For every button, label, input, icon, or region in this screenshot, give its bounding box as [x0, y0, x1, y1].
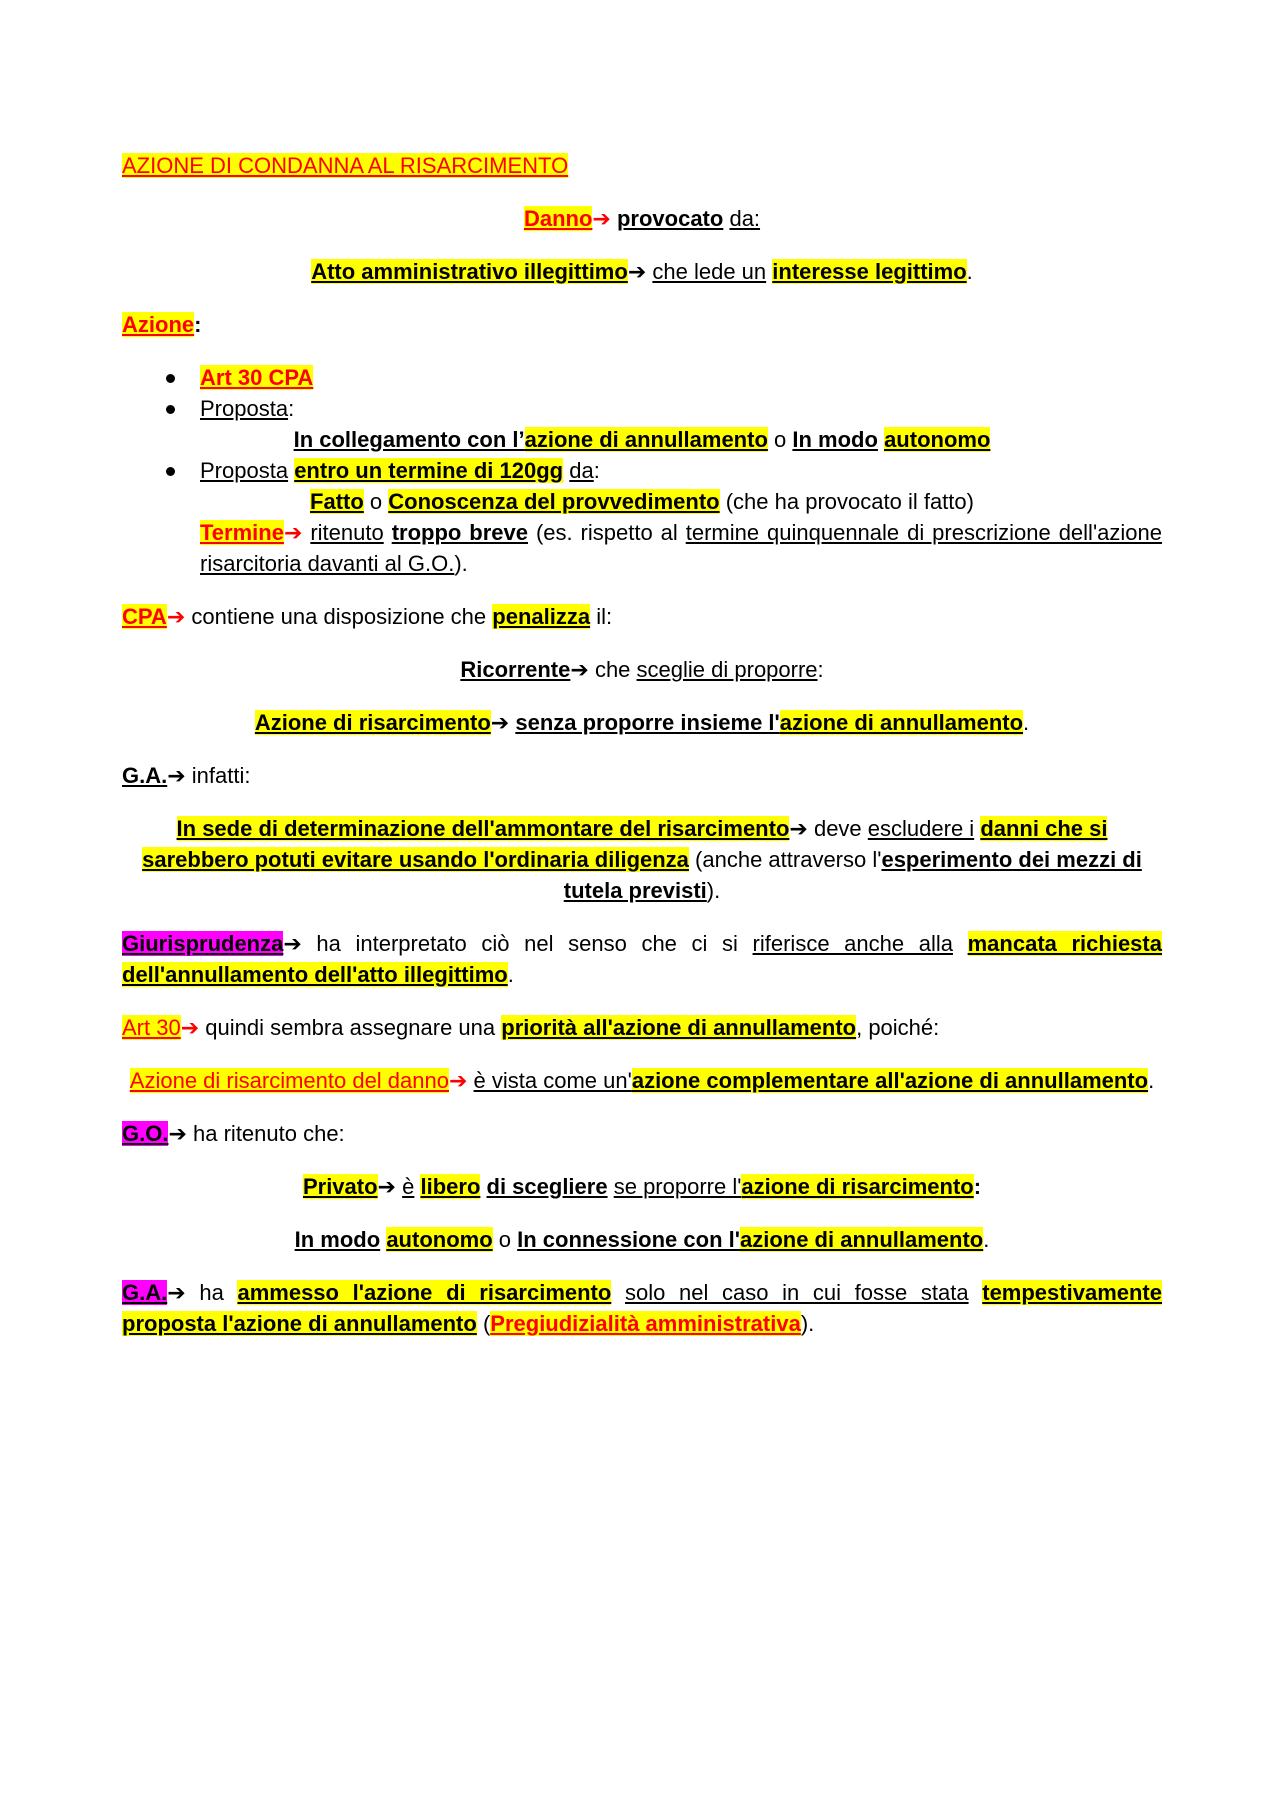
ga-term: G.A. — [122, 1280, 168, 1305]
ricorrente-line — [122, 654, 1162, 685]
or-text: o — [774, 427, 787, 452]
period-text: . — [507, 962, 514, 987]
close-paren: ). — [706, 878, 721, 903]
colon-text: : — [973, 1174, 982, 1199]
fatto-note: (che ha provocato il fatto) — [725, 489, 974, 514]
arrow-icon: ➔ — [283, 931, 302, 956]
in-modo-text: In modo — [294, 1227, 381, 1252]
termine-label: Termine — [200, 520, 284, 545]
arrow-icon: ➔ — [570, 657, 589, 682]
azione-bullet-list — [122, 362, 1162, 579]
senza-text: senza proporre insieme l' — [515, 710, 780, 735]
contiene-text: contiene una disposizione che — [191, 604, 487, 629]
period-text: . — [1023, 710, 1030, 735]
termine-120gg-term: entro un termine di 120gg — [294, 458, 564, 483]
tempestivamente-term: tempestivamente proposta l'azione di annullamento — [122, 1280, 1162, 1336]
danni-term: danni che si sarebbero potuti evitare usando l'ordinaria diligenza — [142, 816, 1108, 872]
deve-text: deve — [813, 816, 862, 841]
in-modo-text: In modo — [792, 427, 878, 452]
period-text: . — [983, 1227, 990, 1252]
azione-colon: : — [194, 312, 202, 337]
ammesso-term: ammesso l'azione di risarcimento — [237, 1280, 612, 1305]
arrow-icon: ➔ — [627, 259, 647, 284]
escludere-text: escludere i — [867, 816, 975, 841]
conoscenza-term: Conoscenza del provvedimento — [388, 489, 720, 514]
vista-text: è vista come un' — [473, 1068, 632, 1093]
art30cpa-term: Art 30 CPA — [200, 365, 314, 390]
ga-final-block — [122, 1277, 1162, 1339]
azione-risarcimento-line — [122, 707, 1162, 738]
arrow-icon: ➔ — [168, 1121, 187, 1146]
quinquennale-text: termine quinquennale di prescrizione dell'azione risarcitoria davanti al G.O. — [200, 520, 1162, 576]
list-item — [200, 362, 1162, 393]
cpa-term: CPA — [122, 604, 167, 629]
fatto-line — [122, 486, 1162, 517]
arrow-icon: ➔ — [180, 1015, 200, 1040]
document-title: AZIONE DI CONDANNA AL RISARCIMENTO — [122, 153, 569, 178]
list-item — [200, 455, 1162, 579]
atto-term: Atto amministrativo illegittimo — [311, 259, 628, 284]
esperimento-term: esperimento dei mezzi di tutela previsti — [563, 847, 1142, 903]
interpretato-text: ha interpretato ciò nel senso che ci si — [316, 931, 738, 956]
che-text: che — [594, 657, 631, 682]
sede-block — [122, 813, 1162, 906]
collegamento-text: In collegamento con l’ — [293, 427, 525, 452]
period-text: . — [1148, 1068, 1155, 1093]
privato-line — [122, 1171, 1162, 1202]
arrow-icon: ➔ — [490, 710, 510, 735]
es-text: (es. rispetto al — [535, 520, 678, 545]
priorita-term: priorità all'azione di annullamento — [501, 1015, 857, 1040]
art30-line — [122, 1012, 1162, 1043]
arrow-icon: ➔ — [789, 816, 808, 841]
autonomo-term: autonomo — [386, 1227, 493, 1252]
arrow-icon: ➔ — [283, 520, 303, 545]
collegamento-line — [122, 424, 1162, 455]
ga-line — [122, 760, 1162, 791]
autonomo-term: autonomo — [884, 427, 991, 452]
quindi-text: quindi sembra assegnare una — [205, 1015, 496, 1040]
libero-term: libero — [420, 1174, 481, 1199]
lede-text: che lede un — [652, 259, 767, 284]
arrow-icon: ➔ — [592, 206, 611, 231]
proposta-colon: : — [288, 396, 295, 421]
arrow-icon: ➔ — [167, 1280, 186, 1305]
e-text: è — [402, 1174, 415, 1199]
or-text: o — [369, 489, 383, 514]
go-line — [122, 1118, 1162, 1149]
da-text: da: — [729, 206, 761, 231]
danno-term: Danno — [523, 206, 593, 231]
giurisprudenza-term: Giurisprudenza — [122, 931, 284, 956]
scegliere-text: di scegliere — [486, 1174, 608, 1199]
azione-danno-term: Azione di risarcimento del danno — [129, 1068, 449, 1093]
arrow-icon: ➔ — [167, 763, 186, 788]
proposta-label: Proposta — [200, 458, 289, 483]
poiche-text: , poiché: — [856, 1015, 940, 1040]
pregiudizialita-term: Pregiudizialità amministrativa — [490, 1311, 801, 1336]
cpa-line — [122, 601, 1162, 632]
danno-line — [122, 203, 1162, 234]
da-text: da — [569, 458, 594, 483]
mancata-term: mancata richiesta dell'annullamento dell'atto illegittimo — [122, 931, 1162, 987]
or-text: o — [498, 1227, 512, 1252]
list-item — [200, 393, 1162, 455]
ritenuto-text: ritenuto — [310, 520, 384, 545]
ga-term: G.A. — [122, 763, 168, 788]
azione-risarcimento-term: Azione di risarcimento — [254, 710, 491, 735]
da-colon: : — [593, 458, 600, 483]
annullamento-term: azione di annullamento — [524, 427, 768, 452]
complementare-block — [122, 1065, 1162, 1096]
penalizza-term: penalizza — [492, 604, 591, 629]
se-proporre-text: se proporre l' — [613, 1174, 742, 1199]
solo-text: solo nel caso in cui fosse stata — [624, 1280, 969, 1305]
termine-line — [200, 517, 1162, 579]
annullamento-term: azione di annullamento — [779, 710, 1024, 735]
ritenuto-text: ha ritenuto che: — [193, 1121, 345, 1146]
riferisce-text: riferisce anche alla — [752, 931, 953, 956]
infatti-text: infatti: — [191, 763, 251, 788]
fatto-term: Fatto — [310, 489, 364, 514]
azione-risarcimento-term: azione di risarcimento — [741, 1174, 974, 1199]
provocato-text: provocato — [616, 206, 724, 231]
arrow-icon: ➔ — [448, 1068, 468, 1093]
sceglie-text: sceglie di proporre — [636, 657, 818, 682]
close-paren: ). — [454, 551, 468, 576]
privato-term: Privato — [302, 1174, 378, 1199]
azione-heading — [122, 309, 1162, 340]
period-text: . — [966, 259, 973, 284]
il-text: il: — [596, 604, 613, 629]
sede-term: In sede di determinazione dell'ammontare del risarcimento — [176, 816, 790, 841]
troppo-breve-text: troppo breve — [391, 520, 528, 545]
arrow-icon: ➔ — [166, 604, 186, 629]
document-page — [122, 150, 1162, 1361]
ricorrente-term: Ricorrente — [460, 657, 571, 682]
giurisprudenza-block — [122, 928, 1162, 990]
open-paren: ( — [482, 1311, 491, 1336]
colon-text: : — [817, 657, 824, 682]
modo-line — [122, 1224, 1162, 1255]
interesse-term: interesse legittimo — [772, 259, 967, 284]
atto-line — [122, 256, 1162, 287]
connessione-text: In connessione con l' — [517, 1227, 740, 1252]
close-paren: ). — [800, 1311, 815, 1336]
ha-text: ha — [199, 1280, 224, 1305]
complementare-term: azione complementare all'azione di annullamento — [631, 1068, 1149, 1093]
proposta-label: Proposta — [200, 396, 289, 421]
art30-term: Art 30 — [122, 1015, 181, 1040]
anche-text: (anche attraverso l' — [695, 847, 882, 872]
annullamento-term: azione di annullamento — [739, 1227, 984, 1252]
go-term: G.O. — [122, 1121, 169, 1146]
azione-label: Azione — [122, 312, 195, 337]
arrow-icon: ➔ — [377, 1174, 396, 1199]
title-paragraph — [122, 150, 1162, 181]
